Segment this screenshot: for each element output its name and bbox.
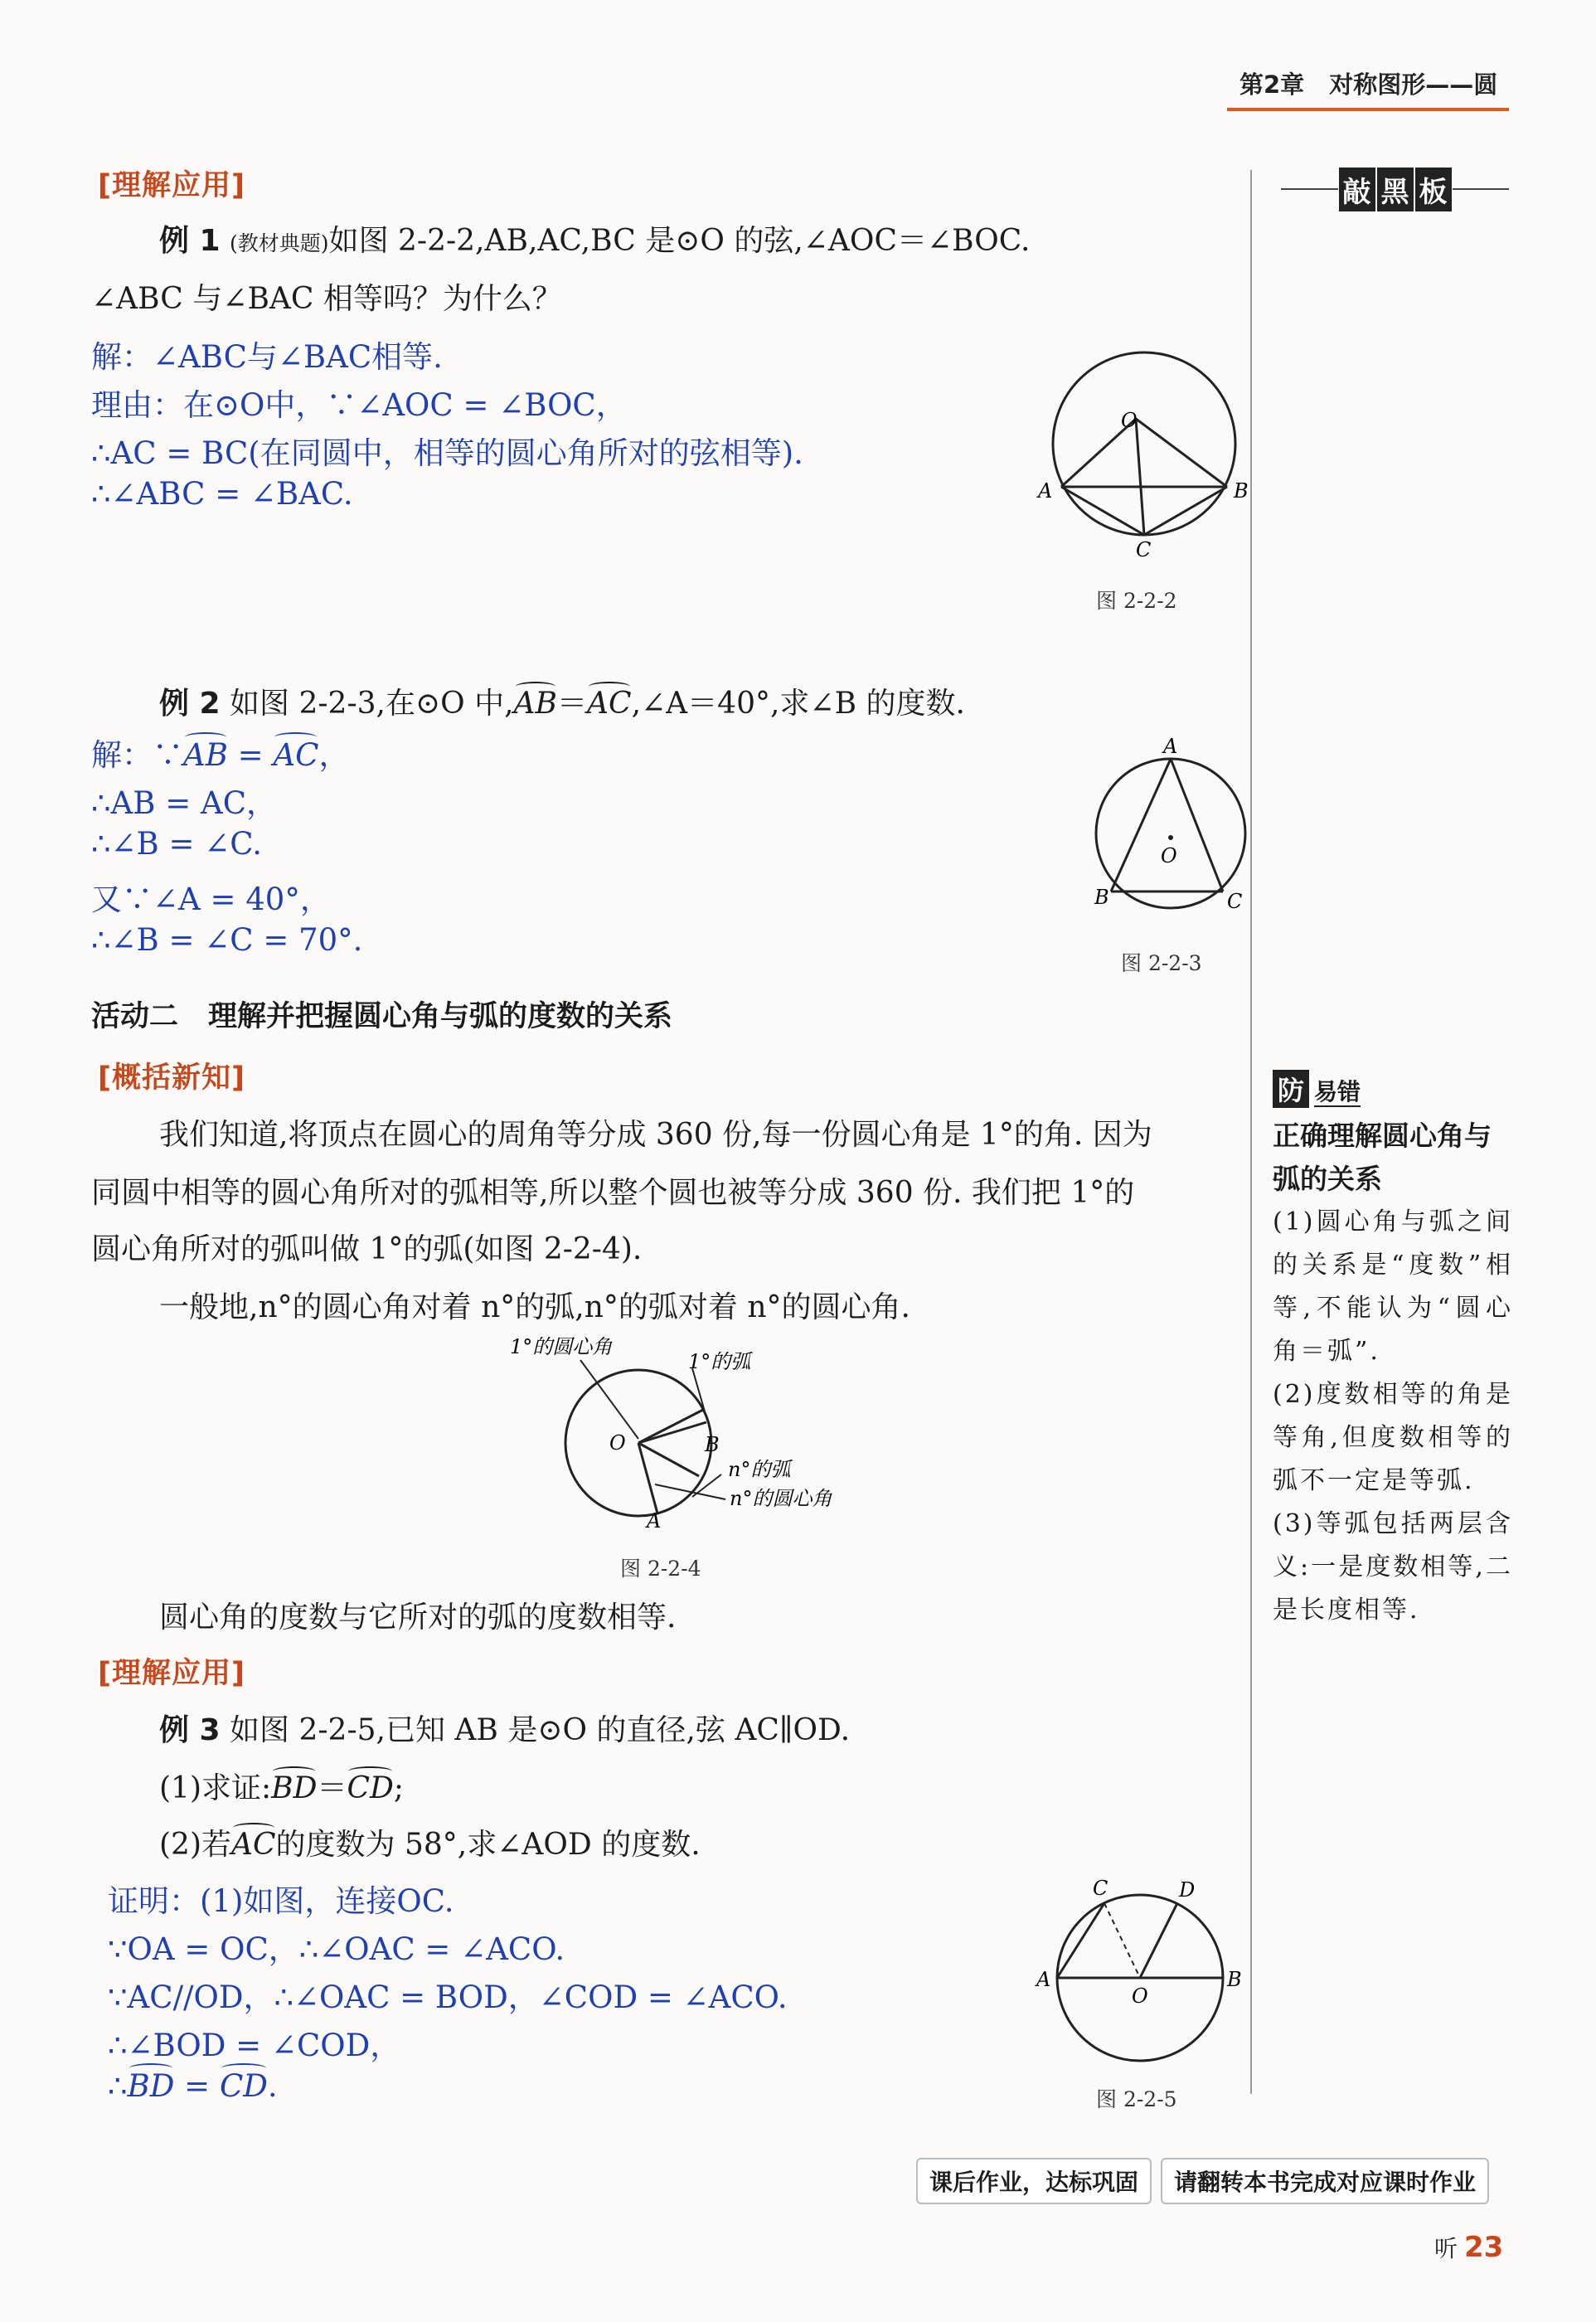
svg-text:O: O bbox=[1161, 844, 1177, 867]
label-arc-n: n°的弧 bbox=[728, 1458, 791, 1481]
chapter-title: 对称图形——圆 bbox=[1329, 70, 1498, 99]
side-title-char-1: 敲 bbox=[1339, 168, 1375, 211]
svg-text:B: B bbox=[1094, 886, 1109, 909]
example1-line2: ∠ABC 与∠BAC 相等吗？为什么？ bbox=[91, 282, 562, 316]
example3-proof-last-a: ∴ bbox=[108, 2068, 128, 2104]
example3-proof-arc-bd: BD bbox=[127, 2068, 175, 2104]
label-arc-1: 1°的弧 bbox=[688, 1350, 751, 1373]
svg-text:O: O bbox=[1132, 1984, 1148, 2008]
figure-2-2-2 bbox=[1028, 344, 1260, 560]
example1-solution-2: 理由：在⊙O中，∵∠AOC = ∠BOC， bbox=[91, 387, 627, 423]
side-note-error-prevention bbox=[1273, 1070, 1513, 1632]
page-number-value: 23 bbox=[1464, 2231, 1504, 2264]
example2-sol-arc-ac: AC bbox=[273, 737, 319, 773]
example3-q2-a: (2)若 bbox=[159, 1828, 231, 1862]
header-rule bbox=[1227, 108, 1509, 111]
example2-arc-ac: AC bbox=[587, 687, 632, 721]
example3-q2-b: 的度数为 58°,求∠AOD 的度数. bbox=[275, 1828, 701, 1862]
example1-source: (教材典题) bbox=[230, 231, 329, 255]
example1-label: 例 1 bbox=[159, 224, 221, 258]
side-note-badge-row bbox=[1273, 1070, 1513, 1108]
example3-proof-arc-cd: CD bbox=[219, 2068, 268, 2104]
figure-2-2-5 bbox=[1028, 1870, 1252, 2077]
side-note-heading: 正确理解圆心角与弧的关系 bbox=[1273, 1120, 1492, 1195]
activity-2-heading bbox=[91, 993, 672, 1035]
para1-line2: 同圆中相等的圆心角所对的弧相等,所以整个圆也被等分成 360 份. 我们把 1°的 bbox=[91, 1176, 1135, 1210]
section-heading-apply-2: [理解应用] bbox=[98, 1657, 245, 1690]
example1-solution-3: ∴AC = BC(在同圆中，相等的圆心角所对的弦相等). bbox=[91, 435, 803, 471]
side-title-rule-right bbox=[1453, 188, 1510, 190]
figure-2-2-5-caption: 图 2-2-5 bbox=[1096, 2087, 1177, 2111]
example3-proof-2: ∵OA = OC，∴∠OAC = ∠ACO. bbox=[108, 1931, 565, 1967]
page-prefix: 听 bbox=[1434, 2235, 1458, 2262]
svg-text:A: A bbox=[1163, 738, 1178, 758]
svg-text:A: A bbox=[1036, 1968, 1051, 1991]
svg-text:C: C bbox=[1227, 890, 1243, 913]
activity-2-label: 活动二 bbox=[91, 1000, 179, 1033]
example2-label: 例 2 bbox=[159, 687, 221, 721]
svg-text:B: B bbox=[1234, 479, 1249, 503]
activity-2-title: 理解并把握圆心角与弧的度数的关系 bbox=[208, 1000, 673, 1033]
example3-q1-arc-cd: CD bbox=[347, 1771, 394, 1805]
example3-q1-a: (1)求证: bbox=[159, 1771, 272, 1805]
figure-2-2-2-caption: 图 2-2-2 bbox=[1096, 589, 1177, 613]
label-central-1: 1°的圆心角 bbox=[510, 1335, 613, 1358]
example1-solution-1: 解：∠ABC与∠BAC相等. bbox=[91, 339, 443, 375]
svg-text:A: A bbox=[647, 1509, 662, 1530]
figure-2-2-3 bbox=[1078, 738, 1269, 929]
figure-2-2-4-caption: 图 2-2-4 bbox=[620, 1557, 701, 1581]
figure-2-2-3-caption: 图 2-2-3 bbox=[1121, 951, 1202, 975]
svg-text:C: C bbox=[1093, 1877, 1108, 1900]
svg-text:O: O bbox=[1121, 409, 1138, 432]
example3-proof-last-end: . bbox=[267, 2068, 278, 2104]
svg-text:B: B bbox=[705, 1433, 720, 1456]
svg-text:A: A bbox=[1038, 479, 1053, 503]
example3-q1 bbox=[159, 1765, 404, 1807]
side-title-rule-left bbox=[1281, 188, 1338, 190]
example3-text: 如图 2-2-5,已知 AB 是⊙O 的直径,弦 AC∥OD. bbox=[230, 1713, 851, 1747]
side-title-char-2: 黑 bbox=[1377, 168, 1414, 211]
side-note-badge: 防 bbox=[1273, 1070, 1309, 1108]
side-note-item-3: (3)等弧包括两层含义:一是度数相等,二是长度相等. bbox=[1273, 1509, 1513, 1625]
example3-proof-4: ∴∠BOD = ∠COD， bbox=[108, 2028, 401, 2063]
example1-solution-4: ∴∠ABC = ∠BAC. bbox=[91, 476, 353, 512]
chapter-header bbox=[1239, 66, 1497, 100]
example2-solution-3: 又∵∠A = 40°， bbox=[91, 882, 331, 917]
example1-text1: 如图 2-2-2,AB,AC,BC 是⊙O 的弦,∠AOC＝∠BOC. bbox=[328, 224, 1031, 258]
example2-eq: ＝ bbox=[557, 687, 588, 721]
example3-q1-arc-bd: BD bbox=[271, 1771, 318, 1805]
example3-q2 bbox=[159, 1821, 701, 1863]
side-note-item-2: (2)度数相等的角是等角,但度数相等的弧不一定是等弧. bbox=[1273, 1380, 1513, 1495]
example3-proof-5 bbox=[108, 2068, 278, 2104]
para1-line3: 圆心角所对的弧叫做 1°的弧(如图 2-2-4). bbox=[91, 1232, 643, 1266]
para2: 一般地,n°的圆心角对着 n°的弧,n°的弧对着 n°的圆心角. bbox=[159, 1290, 910, 1324]
side-title-char-3: 板 bbox=[1415, 168, 1452, 211]
page-number bbox=[1434, 2231, 1503, 2264]
example3-proof-last-mid: = bbox=[174, 2068, 220, 2104]
example2-line1 bbox=[159, 680, 965, 722]
chapter-number: 第2章 bbox=[1239, 70, 1305, 99]
example3-q1-end: ; bbox=[393, 1771, 405, 1805]
example3-proof-1: 证明：(1)如图，连接OC. bbox=[108, 1883, 454, 1919]
label-central-n: n°的圆心角 bbox=[730, 1487, 832, 1510]
example2-arc-ab: AB bbox=[513, 687, 557, 721]
example2-sol-a: 解：∵ bbox=[91, 737, 183, 773]
example2-solution-0 bbox=[91, 730, 349, 775]
footer-homework-label: 课后作业，达标巩固 bbox=[916, 2158, 1152, 2204]
svg-text:B: B bbox=[1227, 1968, 1242, 1991]
footer-instruction-label: 请翻转本书完成对应课时作业 bbox=[1161, 2158, 1489, 2204]
example2-solution-2: ∴∠B = ∠C. bbox=[91, 826, 263, 862]
section-heading-apply-1: [理解应用] bbox=[98, 169, 245, 202]
example3-label: 例 3 bbox=[159, 1713, 221, 1747]
side-note-item-1: (1)圆心角与弧之间的关系是“度数”相等,不能认为“圆心角＝弧”. bbox=[1273, 1207, 1513, 1366]
svg-text:C: C bbox=[1136, 538, 1152, 560]
example2-sol-end: ， bbox=[318, 737, 350, 773]
para3: 圆心角的度数与它所对的弧的度数相等. bbox=[159, 1601, 677, 1635]
example2-solution-1: ∴AB = AC， bbox=[91, 785, 278, 821]
side-note-badge-text: 易错 bbox=[1314, 1078, 1361, 1105]
example3-q2-arc-ac: AC bbox=[231, 1828, 276, 1862]
example2-solution-4: ∴∠B = ∠C = 70°. bbox=[91, 922, 363, 958]
example3-proof-3: ∵AC//OD，∴∠OAC = BOD，∠COD = ∠ACO. bbox=[108, 1980, 788, 2015]
figure-2-2-4 bbox=[506, 1335, 837, 1530]
example3-line1 bbox=[159, 1707, 850, 1749]
example2-sol-arc-ab: AB bbox=[183, 737, 228, 773]
example1-line1 bbox=[159, 217, 1031, 260]
example2-text-a: 如图 2-2-3,在⊙O 中, bbox=[230, 687, 514, 721]
example2-sol-mid: = bbox=[227, 737, 274, 773]
example3-q1-eq: ＝ bbox=[317, 1771, 347, 1805]
side-column-title bbox=[1281, 164, 1509, 214]
svg-text:D: D bbox=[1179, 1878, 1196, 1902]
svg-text:O: O bbox=[609, 1431, 626, 1455]
section-heading-new-knowledge: [概括新知] bbox=[98, 1061, 245, 1095]
para1-line1: 我们知道,将顶点在圆心的周角等分成 360 份,每一份圆心角是 1°的角. 因为 bbox=[159, 1118, 1152, 1152]
example2-text-b: ,∠A＝40°,求∠B 的度数. bbox=[631, 687, 965, 721]
